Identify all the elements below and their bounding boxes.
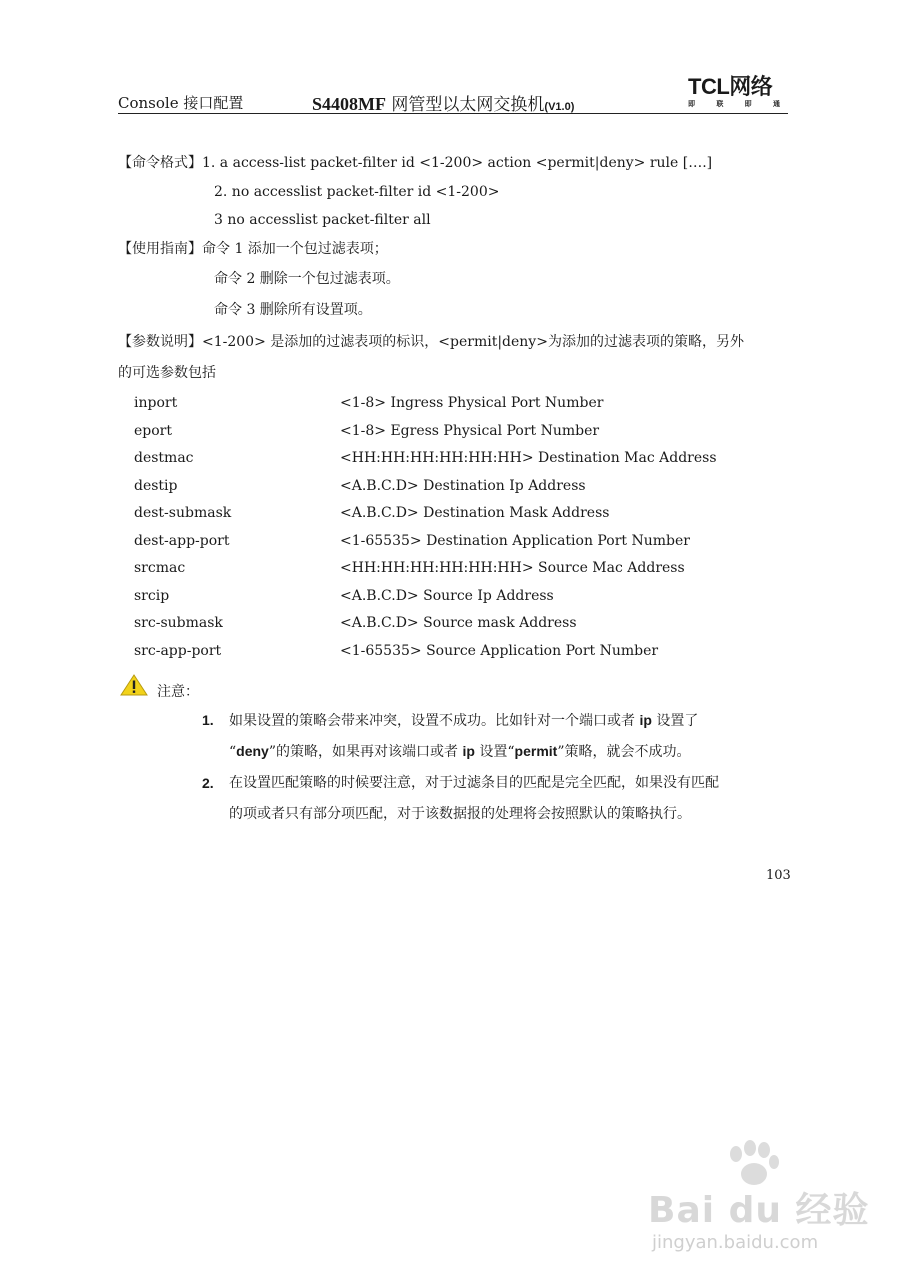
- note-text: ”的策略，如果再对该端口或者: [268, 744, 463, 760]
- param-description: <A.B.C.D> Destination Ip Address: [340, 478, 586, 494]
- watermark-url: jingyan.baidu.com: [652, 1232, 819, 1253]
- param-description: <A.B.C.D> Source mask Address: [340, 615, 577, 631]
- note-text: 如果设置的策略会带来冲突，设置不成功。比如针对一个端口或者: [229, 713, 640, 729]
- usage-guide-text: 命令 1 添加一个包过滤表项；: [202, 241, 388, 257]
- page-number: 103: [766, 868, 791, 883]
- param-desc-line-1: [118, 333, 744, 351]
- version-label: (V1.0): [544, 101, 575, 113]
- usage-guide-line-3: 命令 3 删除所有设置项。: [214, 302, 372, 318]
- command-format-line-2: 2. no accesslist packet-filter id <1-200>: [214, 184, 500, 200]
- note-2-line-1: 在设置匹配策略的时候要注意，对于过滤条目的匹配是完全匹配，如果没有匹配: [229, 775, 719, 791]
- param-name: dest-app-port: [134, 533, 230, 549]
- note-1-line-1: [229, 711, 698, 730]
- param-name: dest-submask: [134, 505, 232, 521]
- product-name: 网管型以太网交换机: [391, 95, 545, 115]
- param-desc-text: <1-200> 是添加的过滤表项的标识，<permit|deny>为添加的过滤表项的策略，另外: [202, 334, 744, 350]
- param-description: <1-65535> Destination Application Port Number: [340, 533, 690, 549]
- param-description: <1-8> Ingress Physical Port Number: [340, 395, 604, 411]
- tcl-logo: [688, 76, 788, 112]
- header-section-title: Console 接口配置: [118, 94, 244, 112]
- param-name: srcip: [134, 588, 170, 604]
- usage-guide-label: 【使用指南】: [118, 241, 202, 257]
- logo-tagline-char: 即: [688, 100, 695, 108]
- param-name: srcmac: [134, 560, 186, 576]
- logo-tagline-char: 通: [772, 100, 780, 108]
- param-description: <A.B.C.D> Destination Mask Address: [340, 505, 610, 521]
- usage-guide-line-1: [118, 240, 388, 258]
- note-text: ”策略，就会不成功。: [557, 744, 691, 760]
- logo-tagline: [688, 99, 780, 109]
- param-name: destmac: [134, 450, 194, 466]
- param-description: <HH:HH:HH:HH:HH:HH> Destination Mac Address: [340, 450, 717, 466]
- param-name: inport: [134, 395, 178, 411]
- header-divider: [118, 113, 788, 114]
- param-name: destip: [134, 478, 178, 494]
- note-text: “: [229, 744, 237, 760]
- note-2-line-2: 的项或者只有部分项匹配，对于该数据报的处理将会按照默认的策略执行。: [229, 806, 691, 822]
- note-number: 1.: [202, 712, 214, 728]
- logo-tagline-char: 联: [716, 100, 724, 108]
- model-name: S4408MF: [312, 94, 386, 114]
- note-keyword-ip: ip: [462, 743, 475, 759]
- param-desc-line-2: 的可选参数包括: [118, 365, 216, 381]
- note-keyword-deny: deny: [236, 743, 269, 759]
- usage-guide-line-2: 命令 2 删除一个包过滤表项。: [214, 271, 400, 287]
- command-format-text: 1. a access-list packet-filter id <1-200> action <permit|deny> rule [….]: [202, 155, 713, 171]
- param-description: <A.B.C.D> Source Ip Address: [340, 588, 554, 604]
- command-format-label: 【命令格式】: [118, 155, 202, 171]
- param-name: src-app-port: [134, 643, 222, 659]
- command-format-line-3: 3 no accesslist packet-filter all: [214, 212, 431, 228]
- note-text: 设置了: [651, 713, 699, 729]
- note-number: 2.: [202, 775, 214, 791]
- baidu-watermark: [640, 1140, 870, 1270]
- document-title: [312, 90, 574, 115]
- note-keyword-permit: permit: [514, 743, 558, 759]
- note-text: 设置“: [474, 744, 515, 760]
- param-description: <1-65535> Source Application Port Number: [340, 643, 659, 659]
- logo-brand: TCL网络: [688, 74, 773, 99]
- param-name: src-submask: [134, 615, 223, 631]
- logo-tagline-char: 即: [744, 100, 752, 108]
- param-name: eport: [134, 423, 172, 439]
- param-description: <1-8> Egress Physical Port Number: [340, 423, 600, 439]
- param-desc-label: 【参数说明】: [118, 334, 202, 350]
- paw-icon: [722, 1140, 782, 1188]
- note-1-line-2: [229, 742, 691, 761]
- note-keyword-ip: ip: [639, 712, 652, 728]
- watermark-text: Bai du 经验: [648, 1190, 870, 1231]
- warning-icon: [120, 674, 148, 696]
- note-label: 注意：: [157, 684, 199, 700]
- param-description: <HH:HH:HH:HH:HH:HH> Source Mac Address: [340, 560, 685, 576]
- command-format-line-1: [118, 154, 712, 172]
